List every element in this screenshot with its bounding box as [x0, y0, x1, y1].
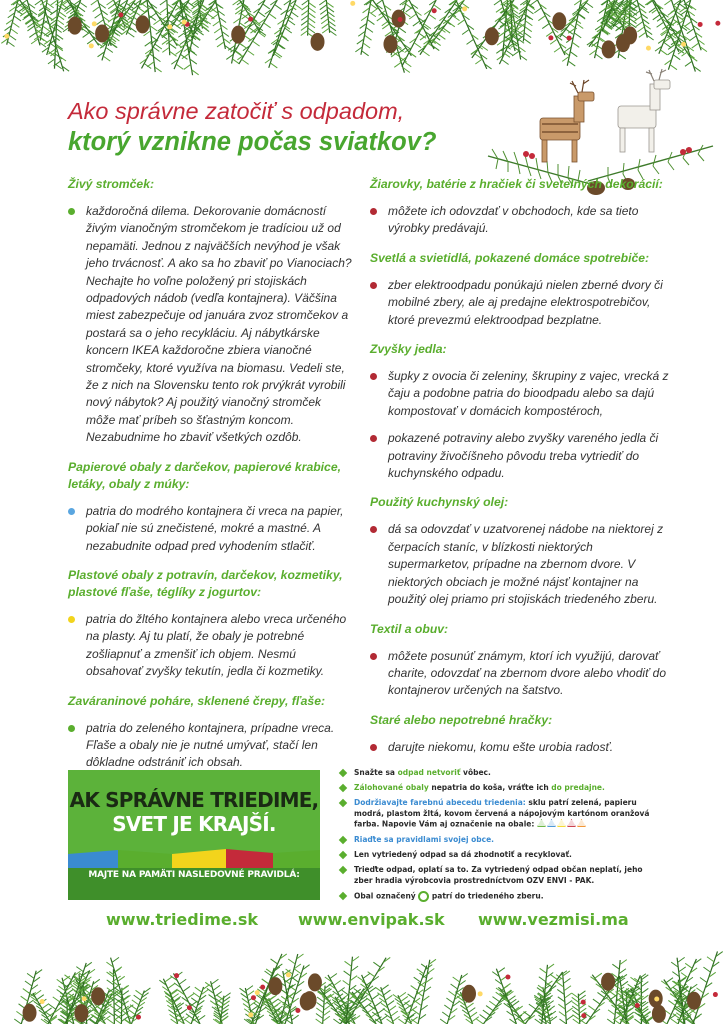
item-text: môžete posunúť známym, ktorí ich využijú, darovať charite, odovzdať na zbernom dvore alebo vhodiť do kontajnerov určených na šatstvo. — [388, 648, 667, 698]
rule-text: Snažte sa — [354, 768, 398, 777]
rule-text: Riaďte sa pravidlami svojej obce. — [354, 835, 495, 845]
rule-item — [338, 798, 658, 830]
section-glass — [68, 693, 353, 772]
rule-item — [338, 891, 658, 902]
list-item — [370, 739, 670, 756]
section-title: Plastové obaly z potravín, darčekov, kozmetiky, plastové fľaše, téglíky z jogurtov: — [68, 567, 343, 599]
link-envipak[interactable]: www.envipak.sk — [298, 910, 445, 929]
item-text: dá sa odovzdať v uzatvorenej nádobe na niektorej z čerpacích staníc, v blízkosti niektorých supermarketov, prípadne na zbernom dvore. V niektorých obciach je možné nájsť kontajner na použitý olej priamo pri stojiskách triedeného zberu. — [388, 522, 664, 607]
list-item — [370, 368, 670, 420]
banner-line-1: AK SPRÁVNE TRIEDIME, — [69, 788, 319, 812]
section-title: Zvyšky jedla: — [370, 342, 447, 357]
list-item — [68, 720, 353, 772]
red-bullet-icon — [370, 653, 377, 660]
item-text: každoročná dilema. Dekorovanie domácností živým vianočným stromčekom je tradíciou už od nepamäti. Jednou z najväčších nevýhod je však jeho trvácnosť. A ako sa ho zbaviť po Vianociach? Nechajte ho voľne položený pri stojiskách odpadových nádob (vedľa kontajnera). Väčšina miest zabezpečuje od januára zvoz stromčekov a postará sa o jeho recykláciu. Aj nábytkárske koncern IKEA každoročne zbiera vianočné stromčeky, ktoré využíva na biomasu. Vedeli ste, že z nich na Slovensku tento rok prvýkrát vyrobili nový nábytok? Aj použitý vianočný stromček môže mať príbeh so šťastným koncom. Nezabudnime ho zbaviť všetkých ozdôb. — [86, 204, 352, 445]
title-line-2: ktorý vznikne počas sviatkov? — [68, 128, 437, 156]
list-item — [68, 503, 353, 555]
section-title: Svetlá a svietidlá, pokazené domáce spotrebiče: — [370, 250, 650, 265]
link-vezmisi[interactable]: www.vezmisi.ma — [478, 910, 629, 929]
item-text: patria do modrého kontajnera či vreca na papier, pokiaľ nie sú znečistené, mokré a mastné. A nezabudnite odpad pred vyhodením stlačiť. — [86, 503, 344, 553]
section-title: Staré alebo nepotrebné hračky: — [370, 712, 553, 727]
rule-text: Obal označený — [354, 891, 419, 901]
rule-text: vôbec. — [460, 768, 491, 777]
banner-line-2: SVET JE KRAJŠÍ. — [112, 812, 276, 836]
red-bullet-icon — [370, 435, 377, 442]
diamond-bullet-icon — [339, 836, 347, 844]
item-text: darujte niekomu, komu ešte urobia radosť. — [388, 739, 614, 754]
diamond-bullet-icon — [339, 799, 347, 807]
bottom-pine-garland — [0, 929, 724, 1024]
list-item — [68, 611, 353, 681]
list-item — [370, 277, 670, 329]
section-cooking-oil — [370, 494, 670, 608]
section-toys — [370, 712, 670, 756]
link-triedime[interactable]: www.triedime.sk — [106, 910, 258, 929]
section-title: Žiarovky, batérie z hračiek či svetelných dekorácií: — [370, 177, 663, 191]
section-live-tree — [68, 176, 353, 447]
rule-text: odpad netvoriť — [397, 768, 461, 777]
yellow-bullet-icon — [68, 616, 75, 623]
item-text: môžete ich odovzdať v obchodoch, kde sa tieto výrobky predávajú. — [388, 204, 639, 236]
section-title: Papierové obaly z darčekov, papierové krabice, letáky, obaly z múky: — [68, 459, 341, 491]
diamond-bullet-icon — [339, 851, 347, 859]
list-item — [370, 521, 670, 608]
section-bulbs-batteries — [370, 176, 670, 238]
red-bullet-icon — [370, 526, 377, 533]
rule-text: sklu patrí zelená, papieru modrá, plastom žltá, kovom červená a nápojovým kartónom oranžová farba. Napovie Vám aj označenie na obale: — [354, 798, 650, 829]
list-item — [370, 203, 670, 238]
slogan-banner — [68, 770, 320, 900]
section-title: Živý stromček: — [68, 177, 155, 191]
item-text: patria do žltého kontajnera alebo vreca určeného na plasty. Aj tu platí, že obaly je potrebné zošliapnuť a zmenšiť ich objem. Nesmú obsahovať zvyšky tekutín, jedla či kozmetiky. — [86, 611, 347, 679]
rule-text: Zálohované obaly — [354, 783, 429, 793]
rule-item — [338, 783, 658, 793]
page-title — [68, 96, 498, 158]
section-title: Zaváraninové poháre, sklenené črepy, fľaše: — [68, 693, 326, 708]
red-bullet-icon — [370, 208, 377, 215]
rule-item — [338, 850, 658, 860]
list-item — [370, 648, 670, 700]
rule-text: do predajne. — [551, 783, 605, 793]
section-food-waste — [370, 341, 670, 482]
section-paper — [68, 459, 353, 555]
rule-text: patrí do triedeného zberu. — [429, 891, 544, 901]
diamond-bullet-icon — [339, 784, 347, 792]
right-column — [370, 176, 670, 768]
section-lights-appliances — [370, 250, 670, 329]
section-title: Použitý kuchynský olej: — [370, 495, 509, 510]
recycling-symbols-icon — [537, 819, 587, 830]
diamond-bullet-icon — [339, 866, 347, 874]
list-item — [370, 430, 670, 482]
left-column — [68, 176, 353, 784]
item-text: šupky z ovocia či zeleniny, škrupiny z vajec, vrecká z čaju a podobne patria do bioodpadu alebo sa dajú kompostovať v domácich kompostéroch, — [388, 369, 669, 418]
green-bullet-icon — [68, 725, 75, 732]
red-bullet-icon — [370, 744, 377, 751]
rule-text: Dodržiavajte farebnú abecedu triedenia: — [354, 798, 526, 808]
rule-item — [338, 865, 658, 885]
rule-item — [338, 768, 658, 778]
item-text: pokazené potraviny alebo zvyšky vareného jedla či potraviny živočíšneho pôvodu treba vytriediť do kuchynského odpadu. — [388, 431, 659, 481]
rule-item — [338, 835, 658, 845]
red-bullet-icon — [370, 282, 377, 289]
rules-list — [338, 768, 658, 907]
rule-text: Len vytriedený odpad sa dá zhodnotiť a recyklovať. — [354, 850, 572, 860]
green-dot-logo-icon — [418, 891, 429, 902]
list-item — [68, 203, 353, 447]
blue-bullet-icon — [68, 508, 75, 515]
section-textile — [370, 621, 670, 700]
item-text: zber elektroodpadu ponúkajú nielen zberné dvory či mobilné zbery, ale aj predajne elektrospotrebičov, ktoré prevezmú elektroodpad bezplatne. — [388, 277, 663, 327]
red-bullet-icon — [370, 373, 377, 380]
item-text: patria do zeleného kontajnera, prípadne vreca. Fľaše a obaly nie je nutné umývať, stačí len dôkladne odstrániť ich obsah. — [86, 720, 335, 770]
diamond-bullet-icon — [339, 892, 347, 900]
rule-text: Trieďte odpad, oplatí sa to. Za vytriedený odpad občan neplatí, jeho zber hradia výrobcovia prostredníctvom OZV ENVI - PAK. — [354, 865, 643, 885]
green-bullet-icon — [68, 208, 75, 215]
banner-footer: MAJTE NA PAMÄTI NASLEDOVNÉ PRAVIDLÁ: — [88, 870, 300, 880]
title-line-1: Ako správne zatočiť s odpadom, — [68, 98, 405, 124]
rule-text: nepatria do koša, vráťte ich — [428, 783, 552, 793]
section-plastic — [68, 567, 353, 681]
section-title: Textil a obuv: — [370, 621, 449, 636]
diamond-bullet-icon — [339, 769, 347, 777]
